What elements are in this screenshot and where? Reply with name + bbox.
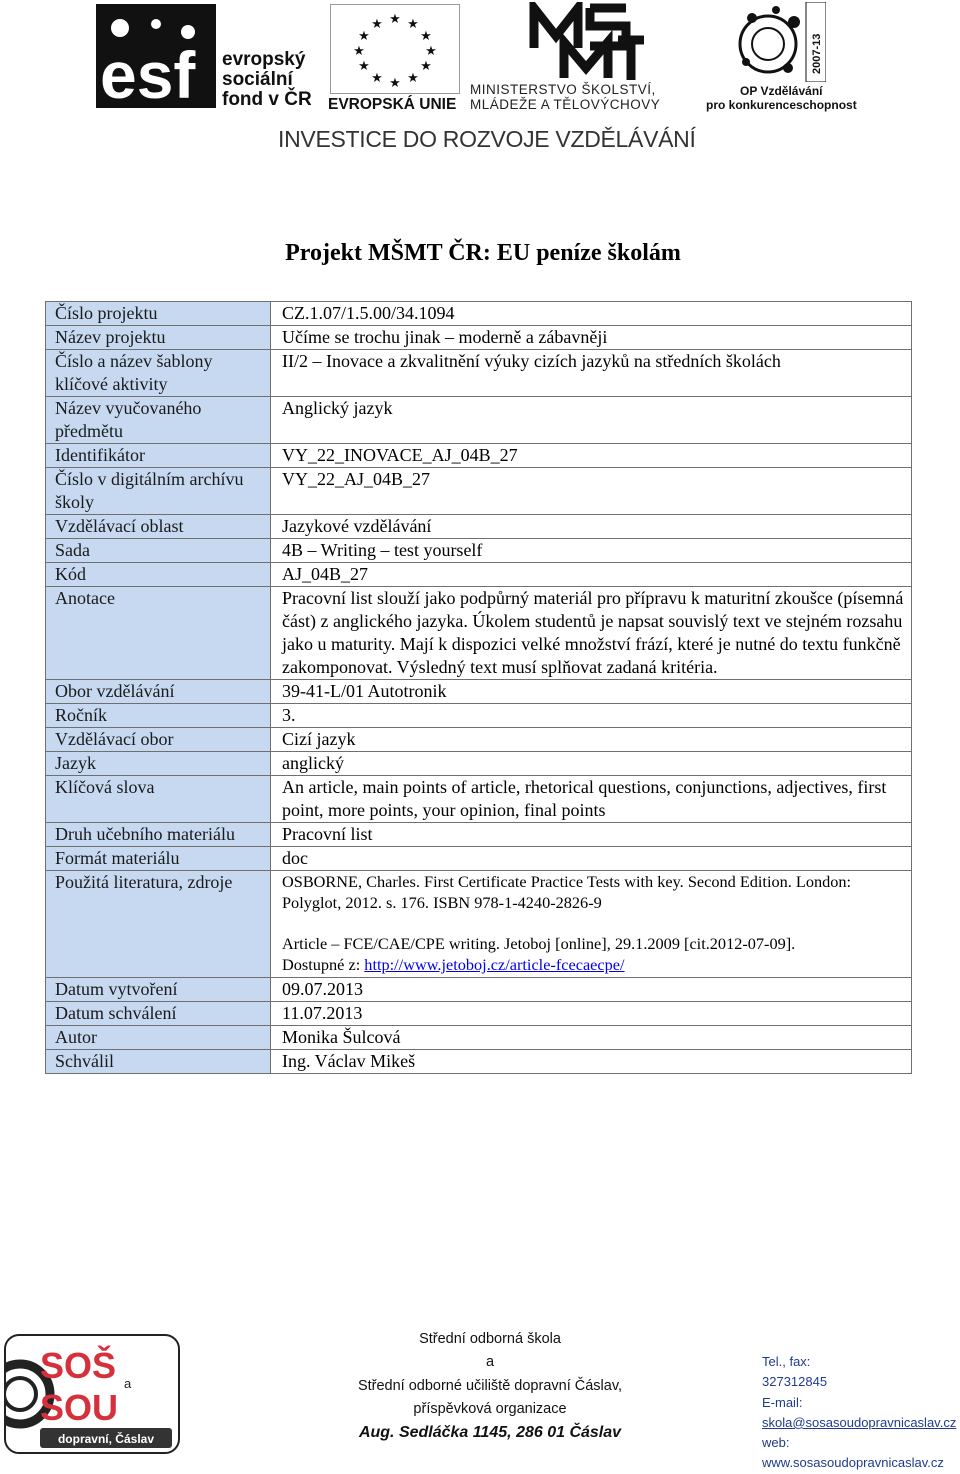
esf-line-2: sociální bbox=[222, 69, 293, 90]
row-key: Číslo a název šablony klíčové aktivity bbox=[46, 350, 271, 397]
row-key: Číslo projektu bbox=[46, 302, 271, 326]
row-value: Monika Šulcová bbox=[271, 1026, 912, 1050]
row-value: Pracovní list bbox=[271, 823, 912, 847]
row-value: Anglický jazyk bbox=[271, 397, 912, 444]
logo-caption: dopravní, Čáslav bbox=[57, 1432, 155, 1446]
op-mark-icon bbox=[734, 2, 826, 82]
table-row bbox=[46, 468, 912, 515]
table-row bbox=[46, 847, 912, 871]
table-row bbox=[46, 704, 912, 728]
row-key: Identifikátor bbox=[46, 444, 271, 468]
email-label: E-mail: bbox=[762, 1394, 803, 1410]
tel-value: 327312845 bbox=[762, 1374, 828, 1390]
school-address: Aug. Sedláčka 1145, 286 01 Čáslav bbox=[358, 1424, 622, 1442]
table-row bbox=[46, 587, 912, 680]
contact-block bbox=[762, 1352, 956, 1474]
esf-text bbox=[222, 50, 312, 110]
row-value: Učíme se trochu jinak – moderně a zábavněji bbox=[271, 326, 912, 350]
svg-text:★: ★ bbox=[420, 59, 432, 74]
svg-text:★: ★ bbox=[353, 44, 365, 59]
msmt-line-2: MLÁDEŽE A TĚLOVÝCHOVY bbox=[470, 97, 661, 112]
row-key: Druh učebního materiálu bbox=[46, 823, 271, 847]
logo-a: a bbox=[124, 1376, 132, 1391]
reference-gap bbox=[282, 913, 905, 933]
row-key: Jazyk bbox=[46, 752, 271, 776]
msmt-text bbox=[470, 82, 660, 112]
eu-flag-icon bbox=[330, 4, 460, 94]
web-link[interactable]: www.sosasoudopravnicaslav.cz bbox=[762, 1455, 944, 1471]
row-value: 09.07.2013 bbox=[271, 978, 912, 1002]
row-key: Klíčová slova bbox=[46, 776, 271, 823]
svg-text:★: ★ bbox=[371, 71, 383, 86]
row-value: doc bbox=[271, 847, 912, 871]
investice-heading: INVESTICE DO ROZVOJE VZDĚLÁVÁNÍ bbox=[278, 126, 696, 152]
op-year: 2007-13 bbox=[811, 33, 823, 74]
esf-line-3: fond v ČR bbox=[222, 89, 312, 110]
row-value: VY_22_AJ_04B_27 bbox=[271, 468, 912, 515]
table-row bbox=[46, 350, 912, 397]
keywords-value: An article, main points of article, rhetorical questions, conjunctions, adjectives, first point, more points, your opinion, final points bbox=[271, 776, 912, 823]
msmt-line-1: MINISTERSTVO ŠKOLSTVÍ, bbox=[470, 82, 656, 97]
table-row bbox=[46, 539, 912, 563]
svg-text:★: ★ bbox=[420, 29, 432, 44]
svg-text:★: ★ bbox=[425, 44, 437, 59]
svg-text:★: ★ bbox=[371, 17, 383, 32]
school-line: příspěvková organizace bbox=[413, 1400, 567, 1417]
row-key: Obor vzdělávání bbox=[46, 680, 271, 704]
svg-text:★: ★ bbox=[407, 17, 419, 32]
row-key: Datum schválení bbox=[46, 1002, 271, 1026]
table-row bbox=[46, 823, 912, 847]
eu-logo bbox=[326, 4, 466, 112]
row-key: Formát materiálu bbox=[46, 847, 271, 871]
row-key: Anotace bbox=[46, 587, 271, 680]
esf-mark-icon bbox=[96, 4, 216, 108]
web-label: web: bbox=[762, 1435, 790, 1451]
op-text bbox=[706, 84, 857, 112]
tel-label: Tel., fax: bbox=[762, 1354, 811, 1369]
table-row bbox=[46, 444, 912, 468]
op-line-1: OP Vzdělávání bbox=[740, 84, 823, 98]
page-title: Projekt MŠMT ČR: EU peníze školám bbox=[285, 240, 681, 266]
row-key: Schválil bbox=[46, 1050, 271, 1074]
row-value: 11.07.2013 bbox=[271, 1002, 912, 1026]
row-value: Jazykové vzdělávání bbox=[271, 515, 912, 539]
msmt-mark-icon bbox=[526, 2, 646, 82]
svg-text:★: ★ bbox=[407, 71, 419, 86]
table-row bbox=[46, 397, 912, 444]
svg-text:★: ★ bbox=[358, 59, 370, 74]
row-key: Název projektu bbox=[46, 326, 271, 350]
row-key: Vzdělávací oblast bbox=[46, 515, 271, 539]
table-row bbox=[46, 1050, 912, 1074]
row-key: Použitá literatura, zdroje bbox=[46, 871, 271, 978]
table-row bbox=[46, 1002, 912, 1026]
svg-text:★: ★ bbox=[358, 29, 370, 44]
row-key: Datum vytvoření bbox=[46, 978, 271, 1002]
table-row bbox=[46, 563, 912, 587]
school-line: Střední odborná škola bbox=[419, 1331, 561, 1347]
row-value: II/2 – Inovace a zkvalitnění výuky cizích jazyků na středních školách bbox=[271, 350, 912, 397]
annotation-value: Pracovní list slouží jako podpůrný materiál pro přípravu k maturitní zkoušce (písemná část) z anglického jazyka. Úkolem studentů je napsat souvislý text ve stejném rozsahu jako u maturity. Mají k dispozici velké množství frází, které je nutné do textu funkčně zakomponovat. Výsledný text musí splňovat zadaná kritéria. bbox=[271, 587, 912, 680]
school-line: Střední odborné učiliště dopravní Čáslav, bbox=[357, 1377, 623, 1394]
row-key: Autor bbox=[46, 1026, 271, 1050]
reference-link-prefix: Dostupné z: bbox=[282, 955, 365, 974]
op-line-2: pro konkurenceschopnost bbox=[706, 98, 857, 112]
reference-book: OSBORNE, Charles. First Certificate Practice Tests with key. Second Edition. London: Polyglot, 2012. s. 176. ISBN 978-1-4240-2826-9 bbox=[282, 872, 852, 912]
table-row bbox=[46, 728, 912, 752]
reference-article: Article – FCE/CAE/CPE writing. Jetoboj [online], 29.1.2009 [cit.2012-07-09]. bbox=[282, 934, 796, 953]
svg-text:esf: esf bbox=[100, 38, 196, 108]
school-info bbox=[330, 1328, 650, 1444]
metadata-table bbox=[45, 301, 912, 1074]
header-logos bbox=[0, 0, 960, 160]
logo-sou: SOU bbox=[40, 1387, 119, 1428]
table-row bbox=[46, 776, 912, 823]
row-value: Ing. Václav Mikeš bbox=[271, 1050, 912, 1074]
row-key: Číslo v digitálním archívu školy bbox=[46, 468, 271, 515]
table-row bbox=[46, 752, 912, 776]
logo-sos: SOŠ bbox=[40, 1345, 117, 1386]
row-value: 4B – Writing – test yourself bbox=[271, 539, 912, 563]
esf-line-1: evropský bbox=[222, 49, 306, 70]
row-key: Ročník bbox=[46, 704, 271, 728]
row-value: anglický bbox=[271, 752, 912, 776]
references-value bbox=[271, 871, 912, 978]
school-logo bbox=[4, 1334, 180, 1454]
table-row bbox=[46, 515, 912, 539]
table-row bbox=[46, 978, 912, 1002]
table-row bbox=[46, 302, 912, 326]
op-logo bbox=[704, 2, 857, 112]
row-key: Vzdělávací obor bbox=[46, 728, 271, 752]
svg-text:★: ★ bbox=[389, 76, 401, 91]
eu-text: EVROPSKÁ UNIE bbox=[328, 96, 457, 113]
row-value: Cizí jazyk bbox=[271, 728, 912, 752]
email-link[interactable]: skola@sosasoudopravnicaslav.cz bbox=[762, 1414, 957, 1430]
table-row bbox=[46, 326, 912, 350]
row-value: 3. bbox=[271, 704, 912, 728]
school-line: a bbox=[485, 1354, 495, 1371]
esf-logo bbox=[96, 4, 321, 112]
row-key: Sada bbox=[46, 539, 271, 563]
row-key: Název vyučovaného předmětu bbox=[46, 397, 271, 444]
msmt-logo bbox=[470, 2, 700, 112]
row-value: 39-41-L/01 Autotronik bbox=[271, 680, 912, 704]
row-value: VY_22_INOVACE_AJ_04B_27 bbox=[271, 444, 912, 468]
row-value: CZ.1.07/1.5.00/34.1094 bbox=[271, 302, 912, 326]
reference-link-line bbox=[282, 954, 905, 975]
row-key: Kód bbox=[46, 563, 271, 587]
table-row bbox=[46, 871, 912, 978]
table-row bbox=[46, 1026, 912, 1050]
table-row bbox=[46, 680, 912, 704]
svg-text:★: ★ bbox=[389, 12, 401, 27]
row-value: AJ_04B_27 bbox=[271, 563, 912, 587]
reference-link[interactable]: http://www.jetoboj.cz/article-fcecaecpe/ bbox=[364, 955, 625, 974]
